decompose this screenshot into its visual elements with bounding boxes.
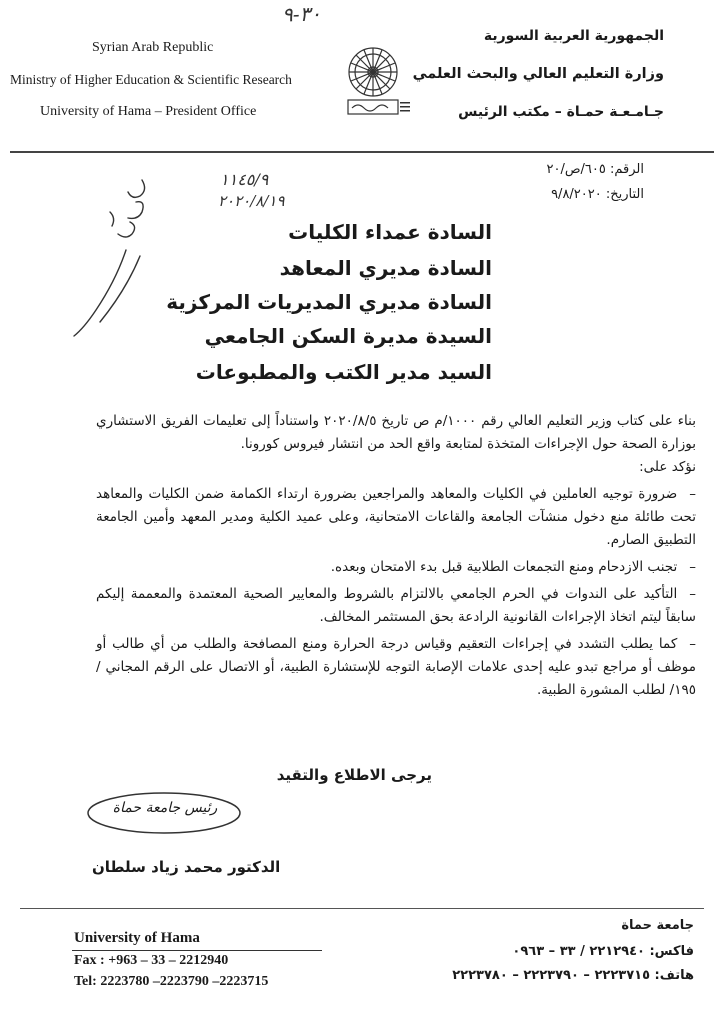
header-country-en: Syrian Arab Republic [92,40,214,55]
footer-tel-ar: هاتف: ٢٢٢٣٧١٥ – ٢٢٢٣٧٩٠ – ٢٢٢٣٧٨٠ [452,968,694,983]
addressee: السادة مديري المعاهد [279,256,492,280]
body-bullet: –ضرورة توجيه العاملين في الكليات والمعاهد والمراجعين بضرورة ارتداء الكمامة ضمن الكليات والمعاهد تحت طائلة منع دخول منشآت الجامعة والقاعات الامتحانية، وعلى عميد الكلية ومدير المعهد وأمين الجامعة التطبيق الصارم. [96,486,696,548]
letter-body [96,410,696,702]
footer-fax-en: Fax : +963 – 33 – 2212940 [74,953,229,968]
handwritten-side-note [70,172,170,342]
addressee: السادة مديري المديريات المركزية [166,290,492,314]
header-office-ar: جـامـعـة حمـاة – مكتب الرئيس [458,104,664,120]
body-emphasis: نؤكد على: [639,459,696,475]
reference-number: الرقم: ٦٠٥/ص/٢٠ [546,162,644,177]
addressee: السادة عمداء الكليات [288,220,492,244]
stamp-title: رئيس جامعة حماة [112,800,218,816]
reference-date: التاريخ: ٩/٨/٢٠٢٠ [551,187,644,202]
handwritten-incoming-date: ٢٠٢٠/٨/١٩ [218,192,285,210]
university-logo-icon [330,42,416,128]
header-ministry-en: Ministry of Higher Education & Scientific Research [10,72,292,87]
footer-university-ar: جامعة حماة [621,918,694,933]
footer-tel-en: Tel: 2223780 –2223790 –2223715 [74,974,269,989]
footer-fax-ar: فاكس: ٢٢١٢٩٤٠ / ٣٣ – ٠٩٦٣ [512,944,694,959]
footer-rule [72,950,322,951]
header-country-ar: الجمهورية العربية السورية [483,28,664,44]
body-bullet: –تجنب الازدحام ومنع التجمعات الطلابية قبل بدء الامتحان وبعده. [330,559,696,575]
signer-name: الدكتور محمد زياد سلطان [92,858,281,876]
header-office-en: University of Hama – President Office [40,104,257,119]
header-ministry-ar: وزارة التعليم العالي والبحث العلمي [412,66,664,82]
footer-university-en: University of Hama [74,930,200,946]
footer-divider [20,908,704,909]
body-bullet: –التأكيد على الندوات في الحرم الجامعي بالالتزام بالشروط والمعايير الصحية المعتمدة والمعممة إليكم سابقاً ليتم اتخاذ الإجراءات القانونية الرادعة بحق المستثمر المخالف. [96,586,696,625]
header-divider [10,151,714,153]
addressee: السيد مدير الكتب والمطبوعات [195,360,492,384]
handwritten-incoming-number: ١١٤٥/٩ [220,170,269,189]
handwritten-code: ٣٠-٩ [281,1,322,27]
addressee: السيدة مديرة السكن الجامعي [204,324,492,348]
body-intro: بناء على كتاب وزير التعليم العالي رقم ١٠٠٠/م ص تاريخ ٢٠٢٠/٨/٥ واستناداً إلى تعليمات الفريق الاستشاري بوزارة الصحة حول الإجراءات المتخذة لمتابعة واقع الحد من انتشار فيروس كورونا. [96,413,696,452]
closing-line: يرجى الاطلاع والتقيد [276,766,432,784]
body-bullet: –كما يطلب التشدد في إجراءات التعقيم وقياس درجة الحرارة ومنع المصافحة والطلب من أي طالب أو موظف أو مراجع تبدو عليه إحدى علامات الإصابة التوجه للإستشارة الطبية، أو الاتصال على الرقم المجاني /١٩٥/ لطلب المشورة الطبية. [96,636,696,698]
